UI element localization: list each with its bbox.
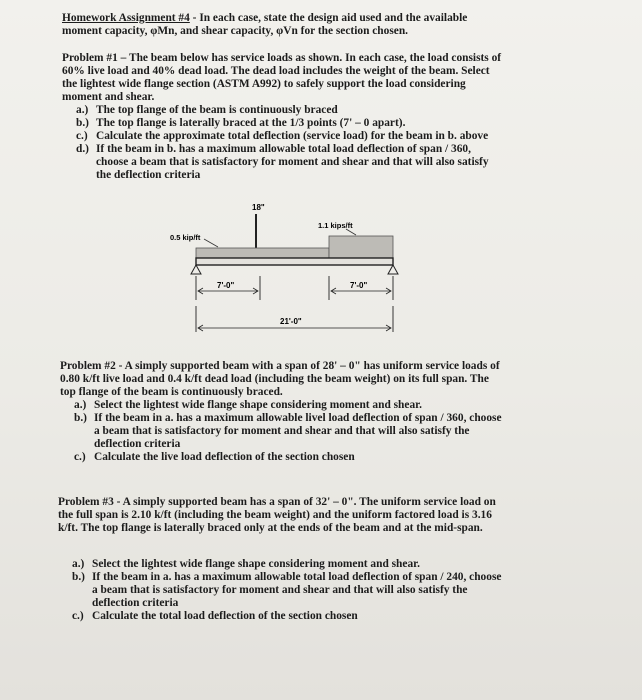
point-load-label: 18" (252, 203, 265, 212)
right-support (388, 265, 398, 274)
left-load-label: 0.5 kip/ft (170, 233, 201, 242)
left-dimension-label: 7'-0" (217, 281, 235, 290)
beam (196, 258, 393, 265)
right-load-label: 1.1 kips/ft (318, 221, 353, 230)
problem1-line: 60% live load and 40% dead load. The dead load includes the weight of the beam. Select (62, 65, 490, 77)
problem3-item-text: deflection criteria (92, 597, 179, 609)
left-distributed-load (196, 248, 329, 258)
problem3-line: the full span is 2.10 k/ft (including the beam weight) and the uniform factored load is 3.16 (58, 509, 492, 521)
problem3-item-text: a beam that is satisfactory for moment and shear and that will also satisfy the (92, 584, 468, 596)
problem2-item-label: c.) (74, 451, 86, 463)
problem1-item-text: The top flange of the beam is continuously braced (96, 104, 338, 116)
problem2-item-text: If the beam in a. has a maximum allowable livel load deflection of span / 360, choose (94, 412, 502, 424)
problem3-item-label: b.) (72, 571, 85, 583)
problem3-item-text: Calculate the total load deflection of the section chosen (92, 610, 358, 622)
problem2-item-label: b.) (74, 412, 87, 424)
problem1-line: moment and shear. (62, 91, 155, 103)
problem1-item-text: If the beam in b. has a maximum allowable total load deflection of span / 360, (96, 143, 471, 155)
beam-diagram (160, 196, 460, 346)
problem3-item-text: Select the lightest wide flange shape considering moment and shear. (92, 558, 421, 570)
problem1-line: the lightest wide flange section (ASTM A992) to safely support the load considering (62, 78, 466, 90)
problem2-item-text: a beam that is satisfactory for moment and shear and that will also satisfy the (94, 425, 470, 437)
problem1-item-label: a.) (76, 104, 89, 116)
right-dimension-label: 7'-0" (350, 281, 368, 290)
right-distributed-load (329, 236, 393, 258)
problem2-line: top flange of the beam is continuously braced. (60, 386, 283, 398)
problem1-item-text: the deflection criteria (96, 169, 201, 181)
problem3-item-label: c.) (72, 610, 84, 622)
problem3-item-text: If the beam in a. has a maximum allowable total load deflection of span / 240, choose (92, 571, 502, 583)
problem3-item-label: a.) (72, 558, 85, 570)
problem1-item-label: d.) (76, 143, 89, 155)
problem1-item-text: choose a beam that is satisfactory for moment and shear and that will also satisfy (96, 156, 489, 168)
assignment-title: Homework Assignment #4 (62, 12, 190, 24)
problem2-item-text: deflection criteria (94, 438, 181, 450)
problem1-item-text: The top flange is laterally braced at the 1/3 points (7' – 0 apart). (96, 117, 406, 129)
problem1-item-text: Calculate the approximate total deflection (service load) for the beam in b. above (96, 130, 489, 142)
problem2-item-text: Calculate the live load deflection of the section chosen (94, 451, 355, 463)
problem1-item-label: b.) (76, 117, 89, 129)
problem2-item-text: Select the lightest wide flange shape considering moment and shear. (94, 399, 423, 411)
problem1-line: Problem #1 – The beam below has service loads as shown. In each case, the load consists of (62, 52, 502, 64)
problem3-line: k/ft. The top flange is laterally braced only at the ends of the beam and at the mid-span. (58, 522, 483, 534)
problem3-line: Problem #3 - A simply supported beam has a span of 32' – 0". The uniform service load on (58, 496, 496, 508)
left-support (191, 265, 201, 274)
problem2-item-label: a.) (74, 399, 87, 411)
problem2-line: 0.80 k/ft live load and 0.4 k/ft dead load (including the beam weight) on its full span. The (60, 373, 489, 385)
header-line-2: moment capacity, φMn, and shear capacity, φVn for the section chosen. (62, 25, 409, 37)
problem1-item-label: c.) (76, 130, 88, 142)
total-span-label: 21'-0" (280, 317, 302, 326)
header-line-1 (62, 12, 467, 25)
problem2-line: Problem #2 - A simply supported beam with a span of 28' – 0" has uniform service loads of (60, 360, 500, 372)
header-intro: - In each case, state the design aid used and the available (189, 12, 468, 24)
